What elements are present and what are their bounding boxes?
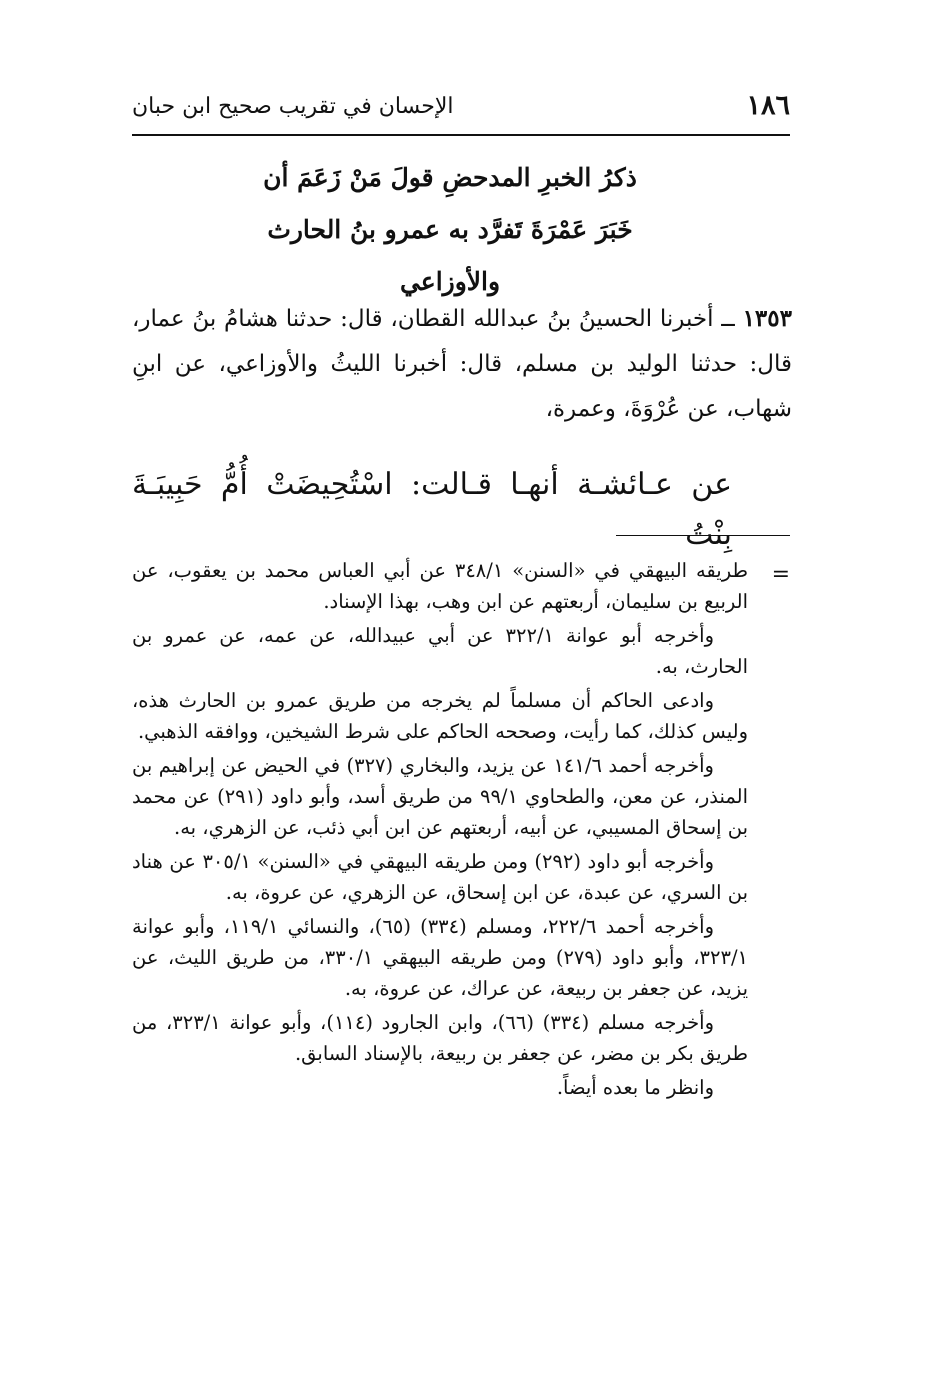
footnote-paragraph: وأخرجه أحمد ١٤١/٦ عن يزيد، والبخاري (٣٢٧) في الحيض عن إبراهيم بن المنذر، عن معن، والطحاوي ٩٩/١ من طريق أسد، وأبو داود (٢٩١) عن محمد بن إسحاق المسيبي، عن أبيه، أربعتهم عن ابن أبي ذئب، عن الزهري، به. [132, 754, 748, 839]
hadith-dash: ــ [713, 306, 743, 332]
footnote-paragraph: وادعى الحاكم أن مسلماً لم يخرجه من طريق عمرو بن الحارث هذه، وليس كذلك، كما رأيت، وصححه الحاكم على شرط الشيخين، ووافقه الذهبي. [132, 689, 748, 743]
hadith-isnad [132, 296, 792, 432]
heading-line-2: خَبَرَ عَمْرَةَ تَفرَّد به عمرو بنُ الحارث [267, 215, 633, 244]
hadith-number: ١٣٥٣ [742, 305, 792, 332]
footnote-paragraph: طريقه البيهقي في «السنن» ٣٤٨/١ عن أبي العباس محمد بن يعقوب، عن الربيع بن سليمان، أربعتهم عن ابن وهب، بهذا الإسناد. [132, 559, 748, 613]
chapter-heading [240, 152, 660, 308]
footnote-paragraph: وأخرجه أبو داود (٢٩٢) ومن طريقه البيهقي في «السنن» ٣٠٥/١ عن هناد بن السري، عن عبدة، عن ابن إسحاق، عن الزهري، عن عروة، به. [132, 850, 748, 904]
running-title: الإحسان في تقريب صحيح ابن حبان [132, 94, 454, 119]
heading-line-1: ذكرُ الخبرِ المدحضِ قولَ مَنْ زَعَمَ أن [263, 163, 637, 192]
page-number: ١٨٦ [746, 90, 790, 121]
footnote-separator [616, 535, 790, 536]
page-header [132, 88, 790, 136]
footnote-continuation-marker: = [771, 562, 790, 587]
hadith-matn: عن عـائشـة أنهـا قـالت: اسْتُحِيضَتْ أُمُّ حَبِيبَـةَ بِنْتُ [132, 467, 732, 552]
footnote-paragraph: وأخرجه أحمد ٢٢٢/٦، ومسلم (٣٣٤) (٦٥)، والنسائي ١١٩/١، وأبو عوانة ٣٢٣/١، وأبو داود (٢٧٩) ومن طريقه البيهقي ٣٣٠/١، من طريق الليث، عن يزيد، عن جعفر بن ربيعة، عن عراك، عن عروة، به. [132, 915, 748, 1000]
hadith-isnad-text: أخبرنا الحسينُ بنُ عبدالله القطان، قال: حدثنا هشامُ بنُ عمار، قال: حدثنا الوليد بن مسلم، قال: أخبرنا الليثُ والأوزاعي، عن ابنِ شهاب، عن عُرْوَةَ، وعمرة، [132, 306, 792, 422]
footnote-paragraph: وأخرجه أبو عوانة ٣٢٢/١ عن أبي عبيدالله، عن عمه، عن عمرو بن الحارث، به. [132, 624, 748, 678]
footnotes [132, 555, 748, 1106]
heading-line-3: والأوزاعي [399, 267, 501, 296]
footnote-paragraph: وانظر ما بعده أيضاً. [556, 1076, 714, 1099]
footnote-paragraph: وأخرجه مسلم (٣٣٤) (٦٦)، وابن الجارود (١١٤)، وأبو عوانة ٣٢٣/١، من طريق بكر بن مضر، عن جعفر بن ربيعة، بالإسناد السابق. [132, 1011, 748, 1065]
